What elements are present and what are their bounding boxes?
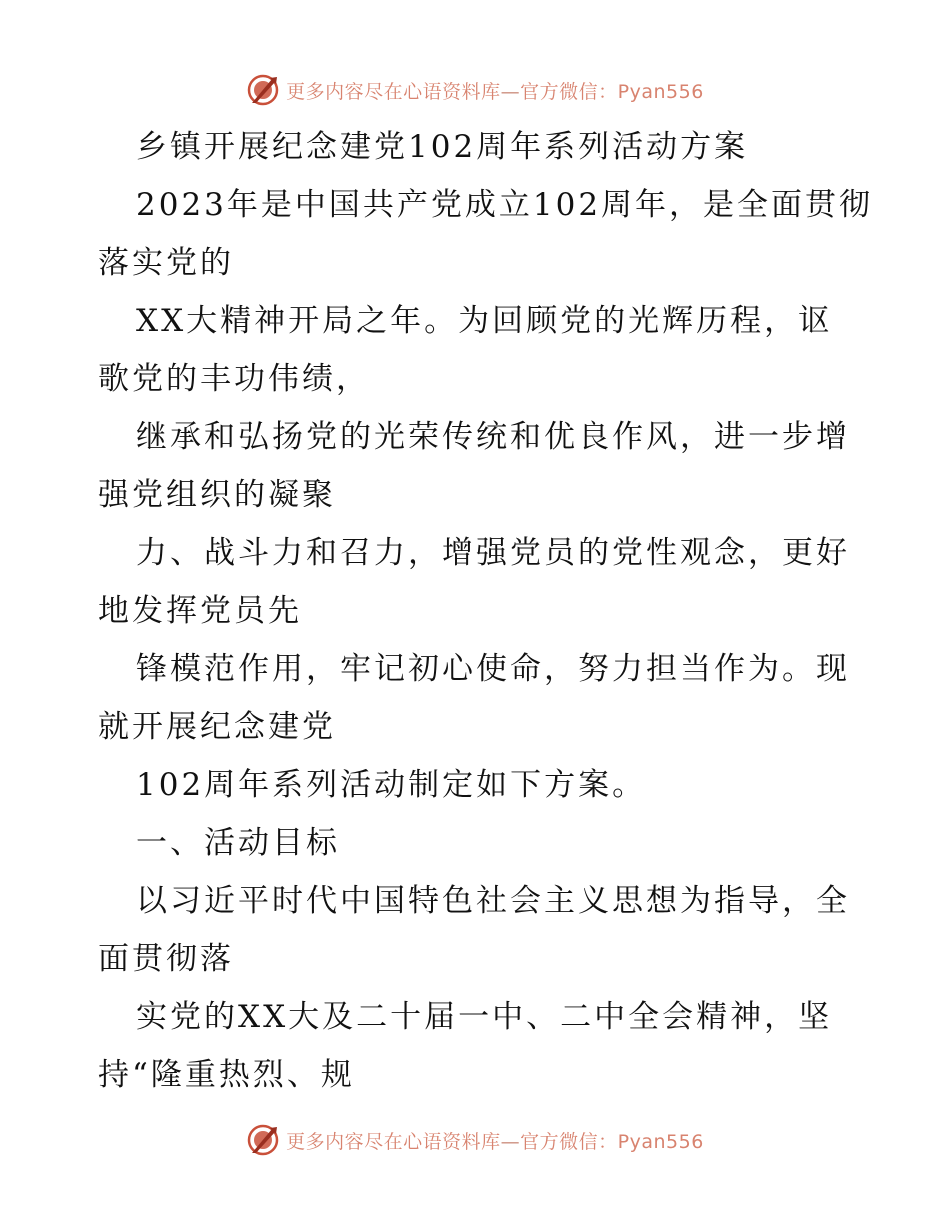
text-line: 面贯彻落 [98, 941, 234, 977]
document-body [98, 118, 874, 1104]
quill-seal-icon [246, 1123, 280, 1157]
text-line: 锋模范作用，牢记初心使命，努力担当作为。现 [136, 651, 850, 687]
text-line: 2023年是中国共产党成立102周年，是全面贯彻 [136, 187, 874, 223]
text-line: 地发挥党员先 [98, 593, 302, 629]
watermark-banner-top [0, 70, 950, 110]
text-line: XX大精神开局之年。为回顾党的光辉历程，讴 [136, 303, 833, 339]
text-line: 力、战斗力和召力，增强党员的党性观念，更好 [136, 535, 850, 571]
quill-seal-icon [246, 73, 280, 107]
text-line: 实党的XX大及二十届一中、二中全会精神，坚 [136, 999, 833, 1035]
text-line: 歌党的丰功伟绩， [98, 361, 370, 397]
watermark-text: 更多内容尽在心语资料库—官方微信：Pyan556 [286, 1130, 704, 1153]
text-line: 落实党的 [98, 245, 234, 281]
text-line: 强党组织的凝聚 [98, 477, 336, 513]
watermark-banner-bottom [0, 1120, 950, 1160]
watermark-text: 更多内容尽在心语资料库—官方微信：Pyan556 [286, 80, 704, 103]
text-line: 一、活动目标 [136, 825, 340, 861]
text-line: 102周年系列活动制定如下方案。 [136, 767, 647, 803]
text-line: 持“隆重热烈、规 [98, 1057, 355, 1093]
text-line: 就开展纪念建党 [98, 709, 336, 745]
text-line: 以习近平时代中国特色社会主义思想为指导，全 [136, 883, 850, 919]
text-line: 继承和弘扬党的光荣传统和优良作风，进一步增 [136, 419, 850, 455]
document-title: 乡镇开展纪念建党102周年系列活动方案 [136, 129, 749, 165]
